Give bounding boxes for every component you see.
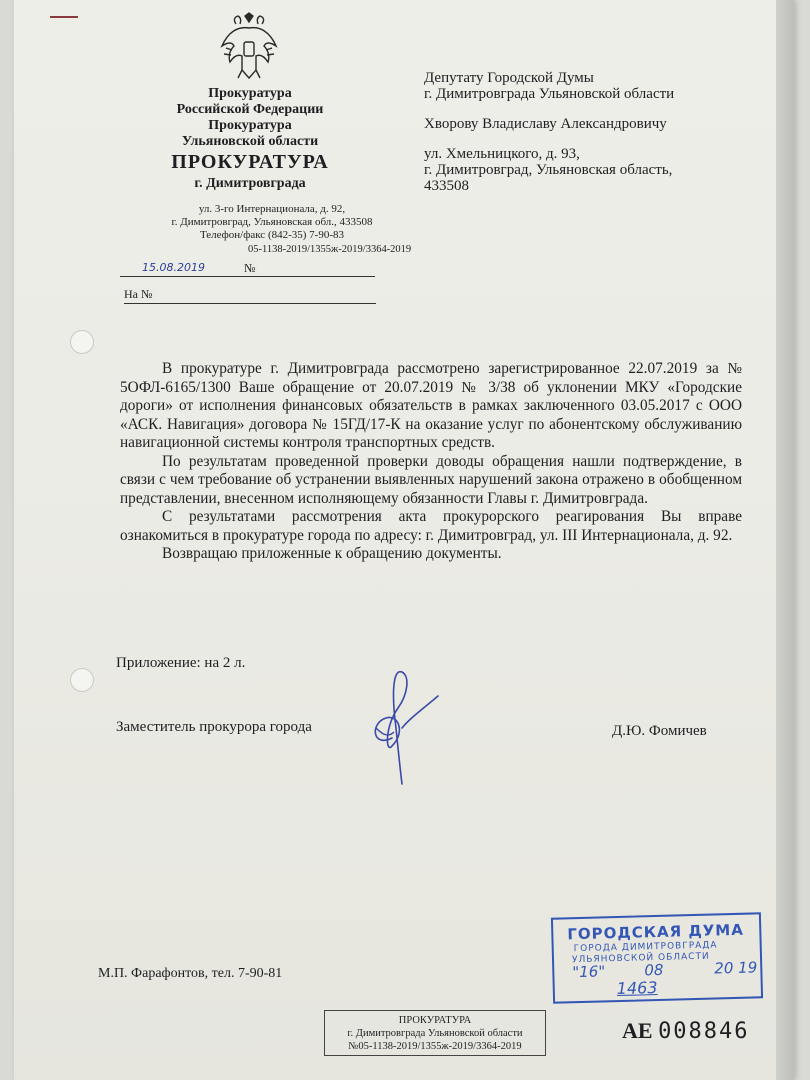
stamp-line-3: УЛЬЯНОВСКОЙ ОБЛАСТИ xyxy=(571,951,710,966)
attachment-note: Приложение: на 2 л. xyxy=(116,655,246,671)
registration-number: 05-1138-2019/1355ж-2019/3364-2019 xyxy=(248,244,412,255)
punch-hole-top xyxy=(70,330,94,354)
recipient-block xyxy=(424,70,674,194)
org-address xyxy=(122,203,422,242)
body-paragraph-4: Возвращаю приложенные к обращению документы. xyxy=(162,545,502,562)
recipient-address-1: ул. Хмельницкого, д. 93, xyxy=(424,146,580,162)
punch-hole-bottom xyxy=(70,668,94,692)
serial-prefix: АЕ xyxy=(622,1018,653,1043)
on-number-label: На № xyxy=(124,287,155,301)
date-line xyxy=(120,260,375,277)
org-line-3: Прокуратура xyxy=(208,118,292,133)
letter-body xyxy=(120,360,742,564)
page-edge xyxy=(776,0,794,1080)
signer-title: Заместитель прокурора города xyxy=(116,719,312,735)
handwritten-signature xyxy=(362,668,444,786)
recipient-line-2: г. Димитровграда Ульяновской области xyxy=(424,86,675,102)
stamp-day: "16" xyxy=(572,962,606,982)
org-line-4: Ульяновской области xyxy=(181,134,319,149)
number-label: № xyxy=(241,261,258,276)
footer-line-1: ПРОКУРАТУРА xyxy=(398,1015,472,1026)
org-header xyxy=(140,86,360,192)
stamp-title: ГОРОДСКАЯ ДУМА xyxy=(567,920,745,944)
stamp-month: 08 xyxy=(644,960,664,980)
org-city: г. Димитровграда xyxy=(194,176,306,191)
org-big-title: ПРОКУРАТУРА xyxy=(171,151,329,173)
body-paragraph-1: В прокуратуре г. Димитровграда рассмотрено зарегистрированное 22.07.2019 за № 5ОФЛ-6165/1300 Ваше обращение от 20.07.2019 № 3/38 об уклонении МКУ «Городские дороги» от исполнения финансовых обязательств в рамках заключенного 03.05.2017 с ООО «АСК. Навигация» договора № 15ГД/17-К на оказание услуг по абонентскому обслуживанию навигационной системы контроля транспортных средств. xyxy=(120,360,742,451)
on-number-line xyxy=(124,287,376,304)
address-line-1: ул. 3-го Интернационала, д. 92, xyxy=(198,203,346,215)
serial-digits: 008846 xyxy=(658,1019,750,1044)
recipient-line-1: Депутату Городской Думы xyxy=(424,70,594,86)
recipient-address-2: г. Димитровград, Ульяновская область, xyxy=(424,162,673,178)
body-paragraph-2: По результатам проведенной проверки доводы обращения нашли подтверждение, в связи с чем требование об устранении выявленных нарушений закона отражено в обобщенном представлении, внесенном исполняющему обязанности Главы г. Димитровграда. xyxy=(120,452,742,507)
stamp-year: 20 19 xyxy=(714,958,758,978)
address-line-2: г. Димитровград, Ульяновская обл., 433508 xyxy=(171,216,373,228)
org-line-2: Российской Федерации xyxy=(176,102,324,117)
serial-number xyxy=(622,1018,750,1044)
footer-line-2: г. Димитровграда Ульяновской области xyxy=(347,1028,523,1039)
double-headed-eagle-emblem-icon xyxy=(218,12,280,82)
stamp-line-2: ГОРОДА ДИМИТРОВГРАДА xyxy=(573,940,718,955)
org-line-1: Прокуратура xyxy=(208,86,292,101)
address-line-3: Телефон/факс (842-35) 7-90-83 xyxy=(199,229,345,241)
executor-info: М.П. Фарафонтов, тел. 7-90-81 xyxy=(98,966,283,981)
incoming-stamp xyxy=(551,912,763,1003)
footer-line-3: №05-1138-2019/1355ж-2019/3364-2019 xyxy=(348,1041,522,1052)
footer-box xyxy=(324,1010,546,1056)
recipient-name: Хворову Владиславу Александровичу xyxy=(424,116,667,132)
recipient-address-3: 433508 xyxy=(424,178,469,194)
signer-name: Д.Ю. Фомичев xyxy=(612,723,707,739)
body-paragraph-3: С результатами рассмотрения акта прокурорского реагирования Вы вправе ознакомиться в прокуратуре города по адресу: г. Димитровград, ул. III Интернационала, д. 92. xyxy=(120,508,742,544)
stamp-number: 1463 xyxy=(616,978,658,999)
pen-mark xyxy=(50,16,78,18)
handwritten-date: 15.08.2019 xyxy=(142,261,205,274)
